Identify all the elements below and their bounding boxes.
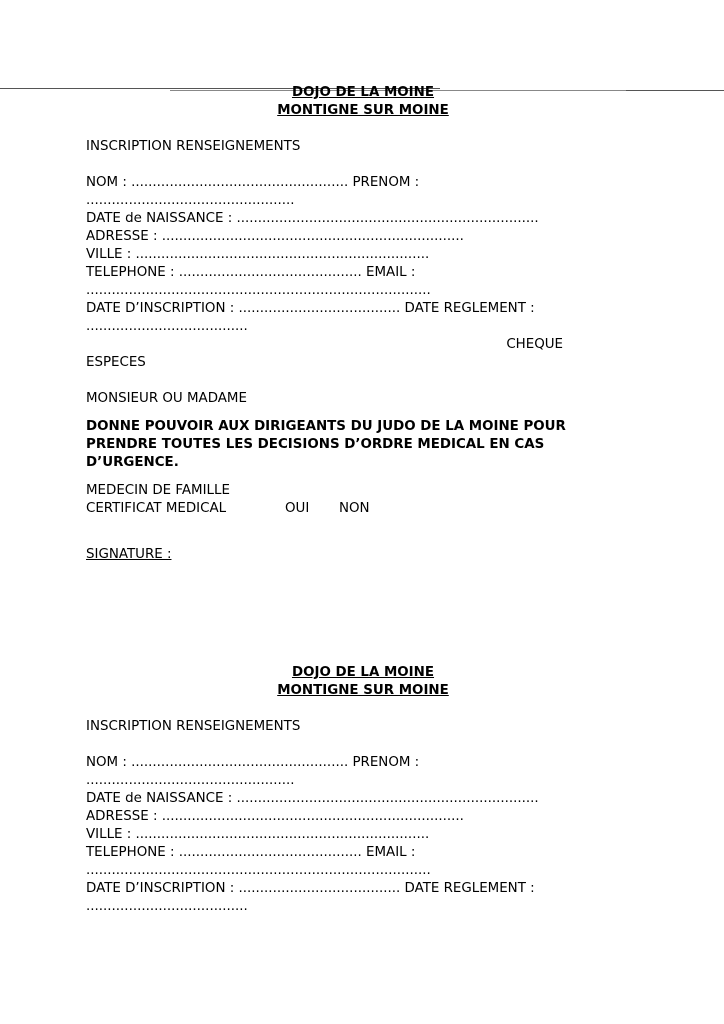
date-naissance-field[interactable]: DATE de NAISSANCE : ....................................................................... (86, 211, 539, 226)
date-reglement-continuation[interactable]: ...................................... (86, 319, 248, 334)
signature-label: SIGNATURE : (86, 547, 172, 562)
certificat-medical-row (86, 500, 686, 518)
ville-field[interactable]: VILLE : ..................................................................... (86, 247, 430, 262)
club-title: DOJO DE LA MOINE (291, 85, 435, 100)
club-location: MONTIGNE SUR MOINE (277, 683, 449, 698)
certificat-medical-label: CERTIFICAT MEDICAL (86, 501, 227, 516)
monsieur-madame-label: MONSIEUR OU MADAME (86, 391, 247, 406)
prenom-field-continuation[interactable]: ................................................. (86, 773, 295, 788)
adresse-field[interactable]: ADRESSE : ....................................................................... (86, 229, 464, 244)
option-non[interactable]: NON (339, 501, 370, 516)
form-heading: INSCRIPTION RENSEIGNEMENTS (86, 719, 301, 734)
payment-option-cheque[interactable]: CHEQUE (506, 337, 563, 352)
nom-prenom-field[interactable]: NOM : ................................................... PRENOM : (86, 755, 420, 770)
date-inscription-reglement-field[interactable]: DATE D’INSCRIPTION : ...................................... DATE REGLEMENT : (86, 881, 535, 896)
registration-form-1 (86, 84, 686, 564)
ville-field[interactable]: VILLE : ..................................................................... (86, 827, 430, 842)
nom-prenom-field[interactable]: NOM : ................................................... PRENOM : (86, 175, 420, 190)
form-heading: INSCRIPTION RENSEIGNEMENTS (86, 139, 301, 154)
date-naissance-field[interactable]: DATE de NAISSANCE : ....................................................................... (86, 791, 539, 806)
email-field-continuation[interactable]: ................................................................................. (86, 863, 431, 878)
registration-form-2 (86, 664, 686, 916)
date-inscription-reglement-field[interactable]: DATE D’INSCRIPTION : ...................................... DATE REGLEMENT : (86, 301, 535, 316)
email-field-continuation[interactable]: ................................................................................. (86, 283, 431, 298)
date-reglement-continuation[interactable]: ...................................... (86, 899, 248, 914)
telephone-email-field[interactable]: TELEPHONE : ........................................... EMAIL : (86, 845, 416, 860)
medecin-famille-label: MEDECIN DE FAMILLE (86, 483, 230, 498)
payment-option-especes[interactable]: ESPECES (86, 355, 146, 370)
option-oui[interactable]: OUI (285, 501, 310, 516)
prenom-field-continuation[interactable]: ................................................. (86, 193, 295, 208)
medical-authorization-text: DONNE POUVOIR AUX DIRIGEANTS DU JUDO DE LA MOINE POUR PRENDRE TOUTES LES DECISIONS D’ORDRE MEDICAL EN CAS D’URGENCE. (86, 419, 566, 470)
club-location: MONTIGNE SUR MOINE (277, 103, 449, 118)
adresse-field[interactable]: ADRESSE : ....................................................................... (86, 809, 464, 824)
club-title: DOJO DE LA MOINE (291, 665, 435, 680)
telephone-email-field[interactable]: TELEPHONE : ........................................... EMAIL : (86, 265, 416, 280)
